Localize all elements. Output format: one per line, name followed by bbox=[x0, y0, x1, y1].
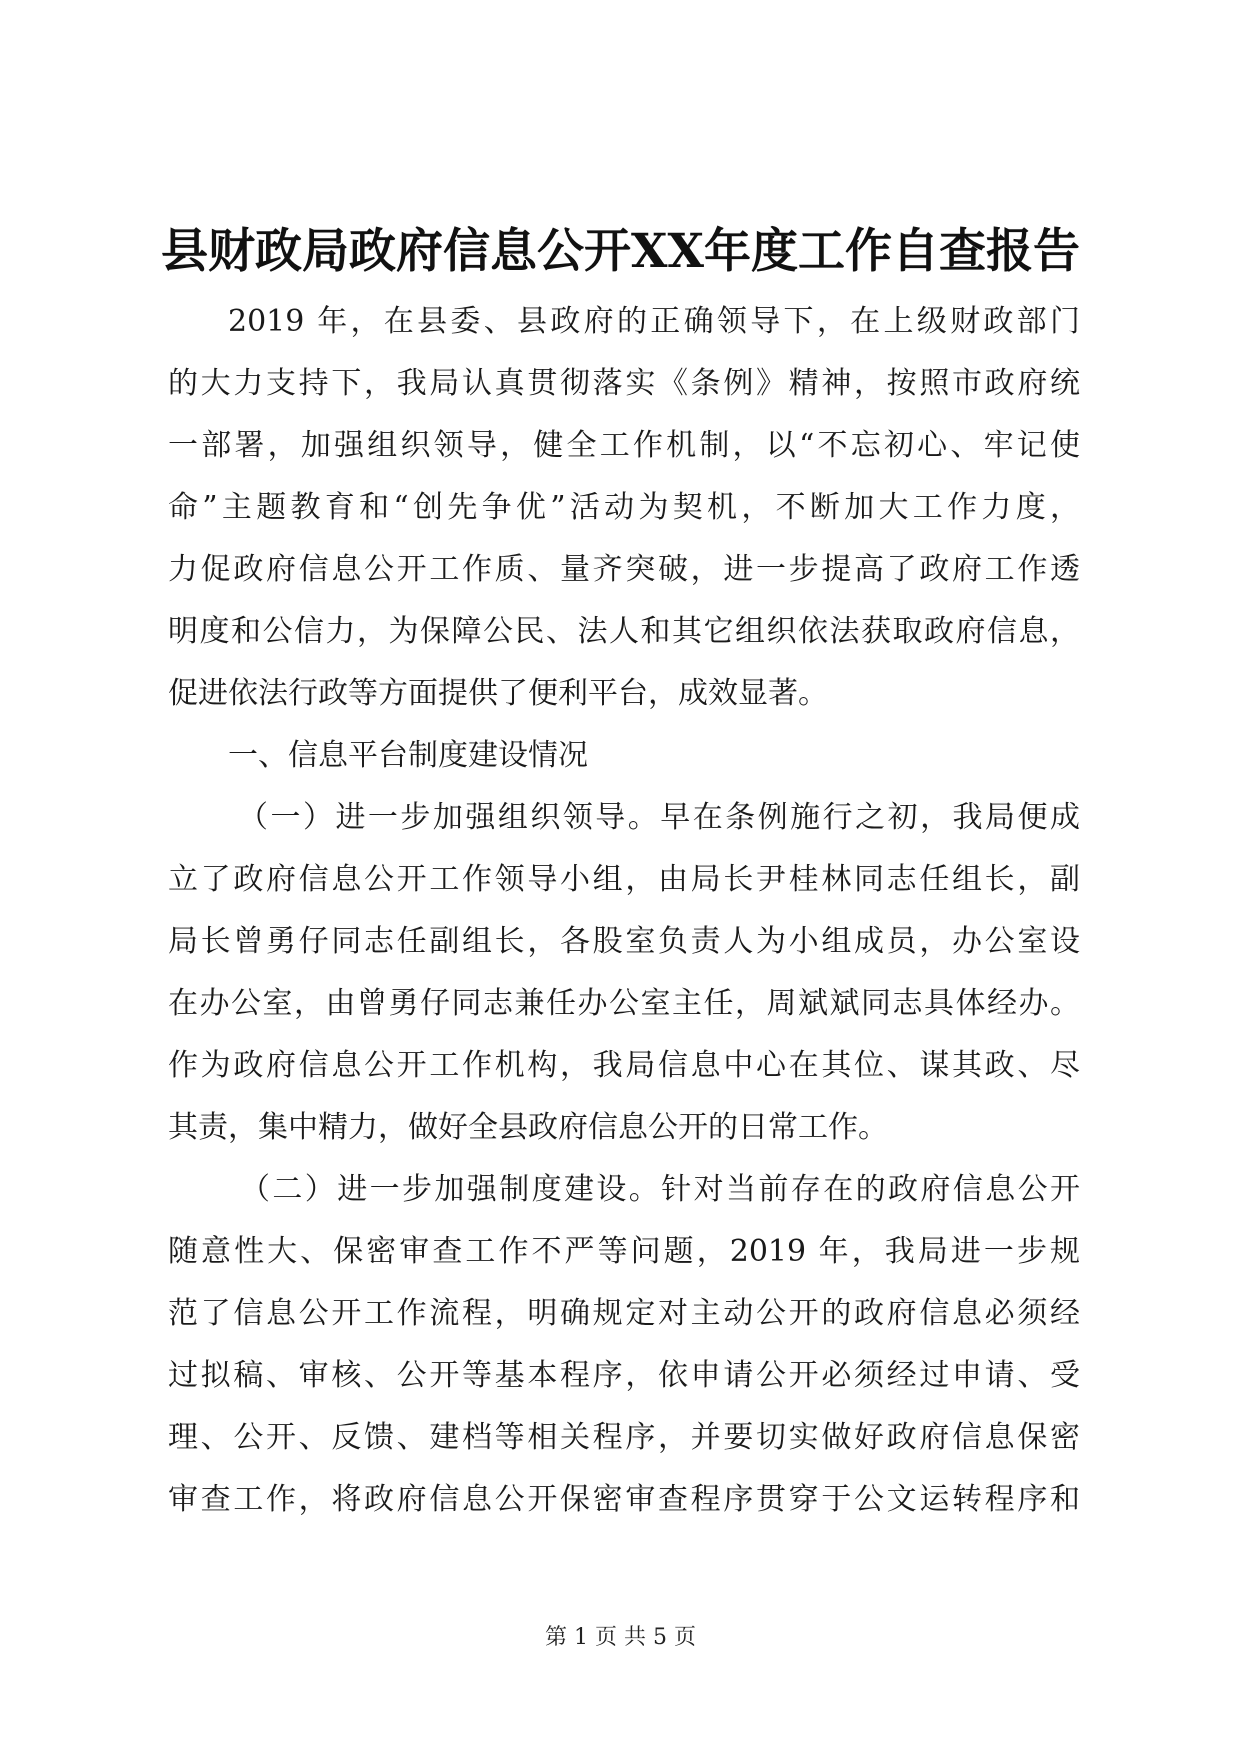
text-line: 过拟稿、审核、公开等基本程序，依申请公开必须经过申请、受 bbox=[168, 1358, 1080, 1393]
text-line: 审查工作，将政府信息公开保密审查程序贯穿于公文运转程序和 bbox=[168, 1482, 1080, 1517]
text-line: 命”主题教育和“创先争优”活动为契机，不断加大工作力度， bbox=[168, 490, 1080, 525]
text-line: 在办公室，由曾勇仔同志兼任办公室主任，周斌斌同志具体经办。 bbox=[168, 986, 1080, 1021]
section-heading: 一、信息平台制度建设情况 bbox=[228, 738, 588, 773]
text-line: 一部署，加强组织领导，健全工作机制，以“不忘初心、牢记使 bbox=[168, 428, 1080, 463]
text-line: 促进依法行政等方面提供了便利平台，成效显著。 bbox=[168, 676, 828, 711]
text-line: 2019 年，在县委、县政府的正确领导下，在上级财政部门 bbox=[228, 304, 1080, 339]
text-line: 力促政府信息公开工作质、量齐突破，进一步提高了政府工作透 bbox=[168, 552, 1080, 587]
document-body bbox=[168, 291, 1080, 1531]
text-line: 明度和公信力，为保障公民、法人和其它组织依法获取政府信息， bbox=[168, 614, 1080, 649]
paragraph-organization bbox=[168, 787, 1080, 1159]
text-line: 随意性大、保密审查工作不严等问题，2019 年，我局进一步规 bbox=[168, 1234, 1080, 1269]
text-line: 理、公开、反馈、建档等相关程序，并要切实做好政府信息保密 bbox=[168, 1420, 1080, 1455]
page-number: 第 1 页 共 5 页 bbox=[545, 1625, 696, 1650]
text-line: （一）进一步加强组织领导。早在条例施行之初，我局便成 bbox=[238, 800, 1080, 835]
text-line: （二）进一步加强制度建设。针对当前存在的政府信息公开 bbox=[240, 1172, 1080, 1207]
text-line: 其责，集中精力，做好全县政府信息公开的日常工作。 bbox=[168, 1110, 888, 1145]
document-title: 县财政局政府信息公开XX年度工作自查报告 bbox=[161, 224, 1080, 279]
text-line: 局长曾勇仔同志任副组长，各股室负责人为小组成员，办公室设 bbox=[168, 924, 1080, 959]
text-line: 立了政府信息公开工作领导小组，由局长尹桂林同志任组长，副 bbox=[168, 862, 1080, 897]
text-line: 作为政府信息公开工作机构，我局信息中心在其位、谋其政、尽 bbox=[168, 1048, 1080, 1083]
paragraph-system bbox=[168, 1159, 1080, 1531]
text-line: 范了信息公开工作流程，明确规定对主动公开的政府信息必须经 bbox=[168, 1296, 1080, 1331]
paragraph-intro bbox=[168, 291, 1080, 725]
text-line: 的大力支持下，我局认真贯彻落实《条例》精神，按照市政府统 bbox=[168, 366, 1080, 401]
